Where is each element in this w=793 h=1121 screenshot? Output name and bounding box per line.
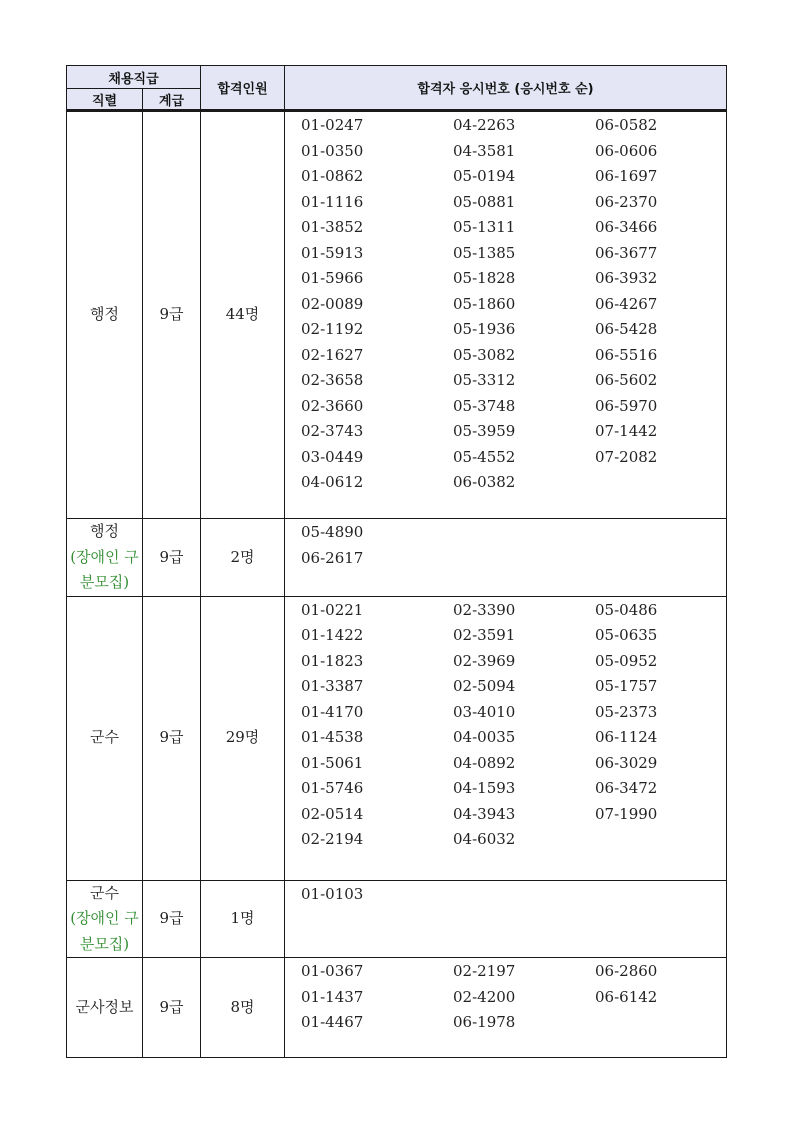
applicant-number: 01-0862 xyxy=(301,167,364,185)
applicant-number: 02-3660 xyxy=(301,396,364,415)
numbers-cell xyxy=(285,958,727,1058)
applicant-number: 02-3390 xyxy=(453,600,516,619)
applicant-number: 06-5516 xyxy=(595,345,658,364)
applicant-number: 02-3591 xyxy=(453,626,516,644)
applicant-number: 01-1437 xyxy=(301,987,364,1006)
applicant-number: 02-3969 xyxy=(453,651,516,670)
applicant-number: 02-1627 xyxy=(301,345,364,364)
applicant-number: 05-2373 xyxy=(595,702,658,721)
applicant-number: 01-0221 xyxy=(301,600,364,619)
applicant-number: 05-3312 xyxy=(453,371,516,389)
applicant-number: 01-3852 xyxy=(301,218,364,236)
applicant-number: 06-0606 xyxy=(595,141,658,160)
applicant-number: 05-1385 xyxy=(453,243,516,262)
applicant-number: 06-5970 xyxy=(595,396,658,415)
applicant-number xyxy=(595,827,715,853)
numbers-cell xyxy=(285,519,727,597)
header-numbers: 합격자 응시번호 (응시번호 순) xyxy=(285,66,727,111)
count-cell: 29명 xyxy=(201,596,285,880)
numbers-grid xyxy=(285,113,726,496)
applicant-number: 04-1593 xyxy=(453,779,516,797)
applicant-number: 02-4200 xyxy=(453,987,516,1006)
applicant-number: 05-4552 xyxy=(453,447,516,466)
applicant-number xyxy=(595,882,715,908)
applicant-number: 02-0514 xyxy=(301,804,364,823)
applicant-number: 02-5094 xyxy=(453,677,516,695)
sub-label: (장애인 구분모집) xyxy=(70,909,139,953)
table-header xyxy=(67,66,727,111)
applicant-number: 05-0194 xyxy=(453,167,516,185)
series-cell xyxy=(67,111,143,519)
count-cell: 1명 xyxy=(201,880,285,958)
applicant-number: 02-3658 xyxy=(301,371,364,389)
applicant-number: 01-1116 xyxy=(301,192,364,211)
series-label: 군수 xyxy=(90,728,119,747)
applicant-number: 05-1757 xyxy=(595,677,658,695)
applicant-number: 05-0635 xyxy=(595,626,658,644)
applicant-number: 05-0952 xyxy=(595,651,658,670)
applicant-number xyxy=(453,520,595,546)
header-count: 합격인원 xyxy=(201,66,285,111)
applicant-number: 03-0449 xyxy=(301,447,364,466)
applicant-number: 01-4538 xyxy=(301,728,364,746)
table-row xyxy=(67,958,727,1058)
numbers-cell xyxy=(285,880,727,958)
applicant-number: 02-3743 xyxy=(301,422,364,440)
count-cell: 2명 xyxy=(201,519,285,597)
series-label: 군사정보 xyxy=(75,997,134,1016)
applicant-number: 05-1860 xyxy=(453,294,516,313)
applicant-number: 06-5602 xyxy=(595,371,658,389)
applicant-number: 04-3581 xyxy=(453,141,516,160)
header-position: 채용직급 xyxy=(67,66,201,89)
applicant-number: 01-5966 xyxy=(301,269,364,287)
header-series: 직렬 xyxy=(67,89,143,111)
table-row xyxy=(67,111,727,519)
applicant-number: 05-0881 xyxy=(453,192,516,211)
table-row xyxy=(67,596,727,880)
series-cell xyxy=(67,958,143,1058)
applicant-number: 03-4010 xyxy=(453,702,516,721)
applicant-number: 05-3748 xyxy=(453,396,516,415)
numbers-grid xyxy=(285,520,726,571)
applicant-number: 04-0035 xyxy=(453,728,516,746)
grade-cell: 9급 xyxy=(143,958,201,1058)
applicant-number: 06-2370 xyxy=(595,192,658,211)
applicant-number: 07-1990 xyxy=(595,804,658,823)
table-row xyxy=(67,880,727,958)
applicant-number: 02-0089 xyxy=(301,294,364,313)
numbers-grid xyxy=(285,959,726,1036)
applicant-number: 06-1978 xyxy=(453,1013,516,1031)
applicant-number: 04-0612 xyxy=(301,473,364,491)
applicant-number: 01-0103 xyxy=(301,884,364,903)
numbers-cell xyxy=(285,596,727,880)
numbers-grid xyxy=(285,598,726,853)
series-cell xyxy=(67,880,143,958)
applicant-number xyxy=(595,470,715,496)
sub-label: (장애인 구분모집) xyxy=(70,547,139,591)
grade-cell: 9급 xyxy=(143,111,201,519)
applicant-number: 06-5428 xyxy=(595,320,658,338)
applicant-number: 01-1422 xyxy=(301,626,364,644)
count-cell: 44명 xyxy=(201,111,285,519)
series-cell xyxy=(67,596,143,880)
applicant-number: 01-0247 xyxy=(301,116,364,134)
numbers-grid xyxy=(285,882,726,908)
applicant-number: 01-4467 xyxy=(301,1013,364,1031)
applicant-number: 05-1828 xyxy=(453,269,516,287)
applicant-number: 05-3082 xyxy=(453,345,516,364)
series-label: 행정 xyxy=(90,522,119,540)
grade-cell: 9급 xyxy=(143,596,201,880)
applicant-number: 01-3387 xyxy=(301,677,364,695)
applicant-number: 01-5061 xyxy=(301,753,364,772)
applicant-number: 05-1311 xyxy=(453,218,516,236)
count-cell: 8명 xyxy=(201,958,285,1058)
applicant-number: 02-2194 xyxy=(301,830,364,848)
applicant-number: 07-1442 xyxy=(595,422,658,440)
applicant-number: 06-3466 xyxy=(595,218,658,236)
series-label: 행정 xyxy=(90,305,119,324)
applicant-number: 01-0367 xyxy=(301,962,364,980)
applicant-number: 06-1124 xyxy=(595,728,658,746)
applicant-number: 04-2263 xyxy=(453,116,516,134)
applicant-number: 01-4170 xyxy=(301,702,364,721)
applicant-number: 05-3959 xyxy=(453,422,516,440)
applicant-number: 05-1936 xyxy=(453,320,516,338)
header-grade: 계급 xyxy=(143,89,201,111)
applicant-number xyxy=(453,546,595,572)
applicant-number: 06-6142 xyxy=(595,987,658,1006)
series-label: 군수 xyxy=(90,883,119,902)
applicant-number: 06-2860 xyxy=(595,962,658,980)
results-table xyxy=(66,65,727,1058)
series-cell xyxy=(67,519,143,597)
applicant-number: 01-1823 xyxy=(301,651,364,670)
grade-cell: 9급 xyxy=(143,880,201,958)
applicant-number xyxy=(595,546,715,572)
applicant-number: 04-0892 xyxy=(453,753,516,772)
applicant-number: 06-1697 xyxy=(595,167,658,185)
applicant-number: 07-2082 xyxy=(595,447,658,466)
applicant-number: 06-0382 xyxy=(453,473,516,491)
applicant-number: 02-2197 xyxy=(453,962,516,980)
applicant-number: 06-3677 xyxy=(595,243,658,262)
applicant-number: 06-4267 xyxy=(595,294,658,313)
applicant-number: 01-0350 xyxy=(301,141,364,160)
applicant-number xyxy=(453,882,595,908)
applicant-number: 06-3932 xyxy=(595,269,658,287)
applicant-number: 02-1192 xyxy=(301,320,364,338)
applicant-number: 06-0582 xyxy=(595,116,658,134)
grade-cell: 9급 xyxy=(143,519,201,597)
table-row xyxy=(67,519,727,597)
applicant-number: 06-3029 xyxy=(595,753,658,772)
applicant-number: 01-5913 xyxy=(301,243,364,262)
applicant-number: 05-4890 xyxy=(301,523,364,541)
numbers-cell xyxy=(285,111,727,519)
applicant-number: 06-3472 xyxy=(595,779,658,797)
applicant-number: 04-6032 xyxy=(453,830,516,848)
applicant-number: 01-5746 xyxy=(301,779,364,797)
applicant-number: 04-3943 xyxy=(453,804,516,823)
applicant-number xyxy=(595,1010,715,1036)
applicant-number: 05-0486 xyxy=(595,600,658,619)
applicant-number: 06-2617 xyxy=(301,548,364,567)
applicant-number xyxy=(595,520,715,546)
